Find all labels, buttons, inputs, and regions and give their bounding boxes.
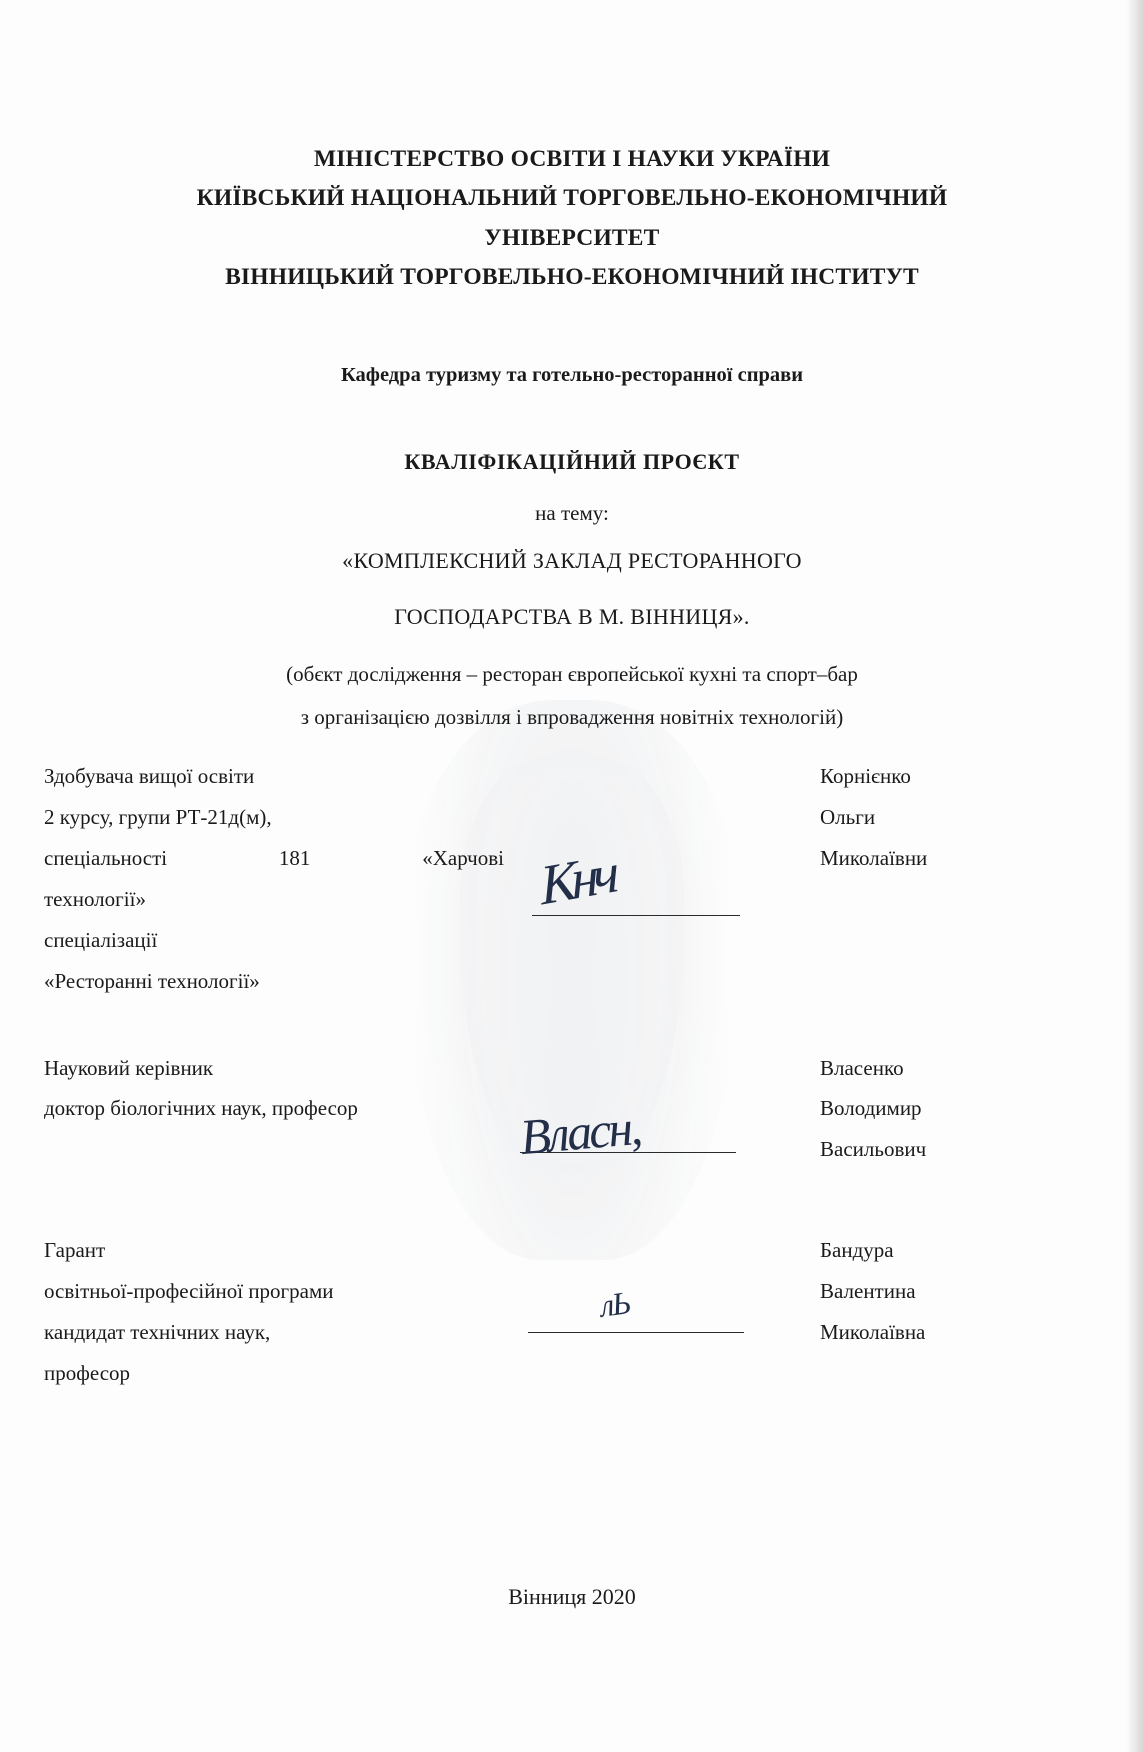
- ministry-line-1: МІНІСТЕРСТВО ОСВІТИ І НАУКИ УКРАЇНИ: [313, 146, 831, 172]
- university-line-2: УНІВЕРСИТЕТ: [484, 224, 660, 251]
- university-line-1: КИЇВСЬКИЙ НАЦІОНАЛЬНИЙ ТОРГОВЕЛЬНО-ЕКОНОМІЧНИЙ: [196, 185, 948, 212]
- guarantor-role-line-2: освітньої-професійної програми: [44, 1279, 334, 1304]
- student-role-line-1: Здобувача вищої освіти: [44, 763, 255, 788]
- guarantor-name-line-1: Бандура: [820, 1238, 894, 1263]
- supervisor-role-line-1: Науковий керівник: [44, 1055, 214, 1080]
- student-row-6: [44, 961, 1100, 1002]
- topic-line-2: ГОСПОДАРСТВА В М. ВІННИЦЯ».: [394, 603, 750, 629]
- student-signature: Кнч: [538, 842, 616, 918]
- student-name-line-1: Корнієнко: [820, 763, 911, 788]
- student-signature-line: [532, 915, 740, 916]
- guarantor-signature: лЬ: [597, 1284, 632, 1324]
- guarantor-row-1: [44, 1230, 1100, 1271]
- supervisor-name-line-1: Власенко: [820, 1055, 904, 1080]
- guarantor-role-line-4: професор: [44, 1361, 131, 1386]
- student-name-line-2: Ольги: [820, 804, 876, 829]
- signatures-block: [44, 756, 1100, 1394]
- department-line: Кафедра туризму та готельно-ресторанної справи: [340, 363, 804, 386]
- supervisor-signature: Власн,: [517, 1098, 642, 1166]
- speciality-code: 181: [278, 845, 311, 870]
- speciality-name: «Харчові: [422, 845, 504, 870]
- guarantor-role-line-3: кандидат технічних наук,: [44, 1320, 271, 1345]
- specialization-label: спеціалізації: [44, 927, 158, 952]
- work-type-title: КВАЛІФІКАЦІЙНИЙ ПРОЄКТ: [404, 448, 740, 474]
- supervisor-name-line-3: Васильович: [820, 1137, 927, 1162]
- on-topic-label: на тему:: [535, 500, 609, 525]
- student-row-1: [44, 756, 1100, 797]
- supervisor-role-line-2: доктор біологічних наук, професор: [44, 1096, 358, 1121]
- supervisor-row-3: [44, 1129, 1100, 1170]
- guarantor-name-line-2: Валентина: [820, 1279, 916, 1304]
- ministry-header: [44, 140, 1100, 298]
- student-speciality: [44, 838, 504, 879]
- specialization-name: «Ресторанні технології»: [44, 968, 260, 993]
- speciality-label: спеціальності: [44, 845, 168, 870]
- guarantor-signature-line: [528, 1332, 744, 1333]
- guarantor-row-2: [44, 1271, 1100, 1312]
- institute-line: ВІННИЦЬКИЙ ТОРГОВЕЛЬНО-ЕКОНОМІЧНИЙ ІНСТИТУТ: [225, 264, 919, 291]
- supervisor-row-2: [44, 1088, 1100, 1129]
- supervisor-signature-line: [520, 1152, 736, 1153]
- student-row-5: [44, 920, 1100, 961]
- topic-line-1: «КОМПЛЕКСНИЙ ЗАКЛАД РЕСТОРАННОГО: [342, 547, 802, 573]
- student-row-4: [44, 879, 1100, 920]
- guarantor-name-line-3: Миколаївна: [820, 1320, 926, 1345]
- supervisor-name-line-2: Володимир: [820, 1096, 922, 1121]
- student-name-line-3: Миколаївни: [820, 845, 928, 870]
- guarantor-row-4: [44, 1353, 1100, 1394]
- guarantor-role-line-1: Гарант: [44, 1238, 106, 1263]
- student-role-line-2: 2 курсу, групи РТ-21д(м),: [44, 804, 272, 829]
- speciality-name-cont: технології»: [44, 886, 146, 911]
- supervisor-row-1: [44, 1048, 1100, 1089]
- object-line-1: (обєкт дослідження – ресторан європейської кухні та спорт–бар: [286, 661, 858, 686]
- city-year-footer: Вінниця 2020: [508, 1584, 636, 1609]
- object-line-2: з організацією дозвілля і впровадження новітніх технологій): [300, 704, 844, 729]
- student-row-3: [44, 838, 1100, 879]
- student-row-2: [44, 797, 1100, 838]
